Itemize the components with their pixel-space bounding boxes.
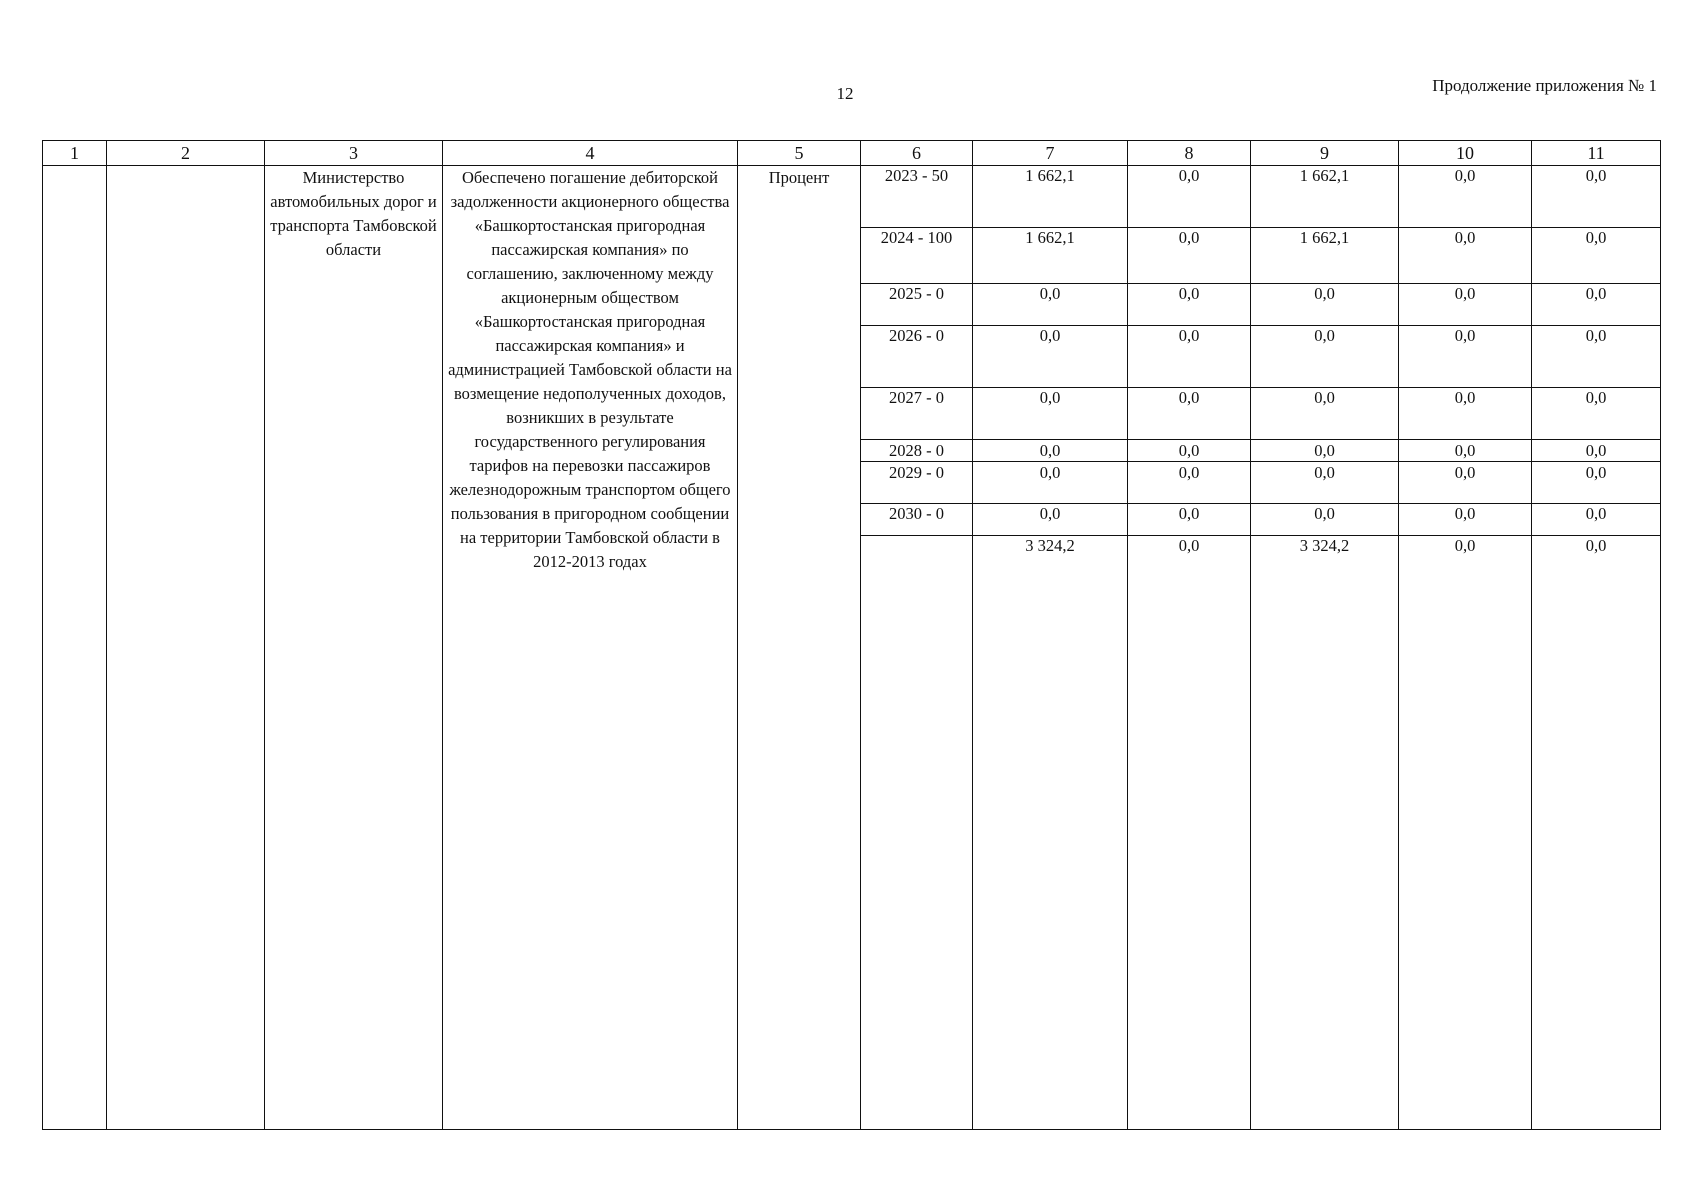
cell-col8: 0,0 [1128,228,1251,284]
cell-name [107,166,265,1130]
cell-col9: 0,0 [1251,462,1399,504]
cell-col10: 0,0 [1399,166,1532,228]
cell-col9: 0,0 [1251,284,1399,326]
column-number-row [43,141,1661,166]
cell-year-value: 2027 - 0 [861,388,973,440]
cell-col8: 0,0 [1128,462,1251,504]
cell-col7: 0,0 [973,504,1128,536]
cell-year-value [861,536,973,1130]
cell-col10: 0,0 [1399,462,1532,504]
cell-col11: 0,0 [1532,504,1661,536]
cell-col11: 0,0 [1532,166,1661,228]
cell-col10: 0,0 [1399,504,1532,536]
cell-col7: 0,0 [973,462,1128,504]
column-number: 10 [1399,141,1532,166]
cell-total-col7: 3 324,2 [973,536,1128,1130]
table-row [43,166,1661,228]
cell-year-value: 2026 - 0 [861,326,973,388]
cell-col7: 0,0 [973,284,1128,326]
cell-year-value: 2029 - 0 [861,462,973,504]
cell-col11: 0,0 [1532,388,1661,440]
column-number: 3 [265,141,443,166]
cell-total-col11: 0,0 [1532,536,1661,1130]
cell-col9: 0,0 [1251,388,1399,440]
cell-col9: 0,0 [1251,504,1399,536]
cell-year-value: 2030 - 0 [861,504,973,536]
cell-col8: 0,0 [1128,388,1251,440]
column-number: 9 [1251,141,1399,166]
column-number: 5 [738,141,861,166]
cell-col10: 0,0 [1399,326,1532,388]
cell-col11: 0,0 [1532,440,1661,462]
cell-col7: 1 662,1 [973,228,1128,284]
cell-col8: 0,0 [1128,440,1251,462]
column-number: 8 [1128,141,1251,166]
cell-col7: 0,0 [973,388,1128,440]
column-number: 6 [861,141,973,166]
cell-col9: 1 662,1 [1251,166,1399,228]
appendix-table [42,140,1661,1130]
cell-total-col9: 3 324,2 [1251,536,1399,1130]
cell-col7: 0,0 [973,440,1128,462]
cell-col7: 0,0 [973,326,1128,388]
cell-col7: 1 662,1 [973,166,1128,228]
cell-col9: 0,0 [1251,440,1399,462]
cell-col10: 0,0 [1399,284,1532,326]
page-number: 12 [836,84,854,103]
cell-col8: 0,0 [1128,504,1251,536]
cell-unit: Процент [738,166,861,1130]
cell-executor: Министерство автомобильных дорог и транспорта Тамбовской области [265,166,443,1130]
continuation-label: Продолжение приложения № 1 [1432,76,1657,95]
cell-col8: 0,0 [1128,166,1251,228]
cell-col8: 0,0 [1128,326,1251,388]
cell-col11: 0,0 [1532,326,1661,388]
cell-year-value: 2025 - 0 [861,284,973,326]
cell-year-value: 2024 - 100 [861,228,973,284]
cell-col10: 0,0 [1399,388,1532,440]
cell-total-col10: 0,0 [1399,536,1532,1130]
cell-col8: 0,0 [1128,284,1251,326]
cell-col9: 1 662,1 [1251,228,1399,284]
column-number: 1 [43,141,107,166]
cell-col10: 0,0 [1399,228,1532,284]
cell-col11: 0,0 [1532,228,1661,284]
column-number: 7 [973,141,1128,166]
cell-result: Обеспечено погашение дебиторской задолженности акционерного общества «Башкортостанская пригородная пассажирская компания» по соглашению, заключенному между акционерным обществом «Башкортостанская пригородная пассажирская компания» и администрацией Тамбовской области на возмещение недополученных доходов, возникших в результате государственного регулирования тарифов на перевозки пассажиров железнодорожным транспортом общего пользования в пригородном сообщении на территории Тамбовской области в 2012-2013 годах [443,166,738,1130]
cell-year-value: 2028 - 0 [861,440,973,462]
column-number: 4 [443,141,738,166]
cell-col10: 0,0 [1399,440,1532,462]
cell-total-col8: 0,0 [1128,536,1251,1130]
column-number: 11 [1532,141,1661,166]
cell-col11: 0,0 [1532,284,1661,326]
column-number: 2 [107,141,265,166]
cell-col11: 0,0 [1532,462,1661,504]
cell-number [43,166,107,1130]
cell-year-value: 2023 - 50 [861,166,973,228]
cell-col9: 0,0 [1251,326,1399,388]
